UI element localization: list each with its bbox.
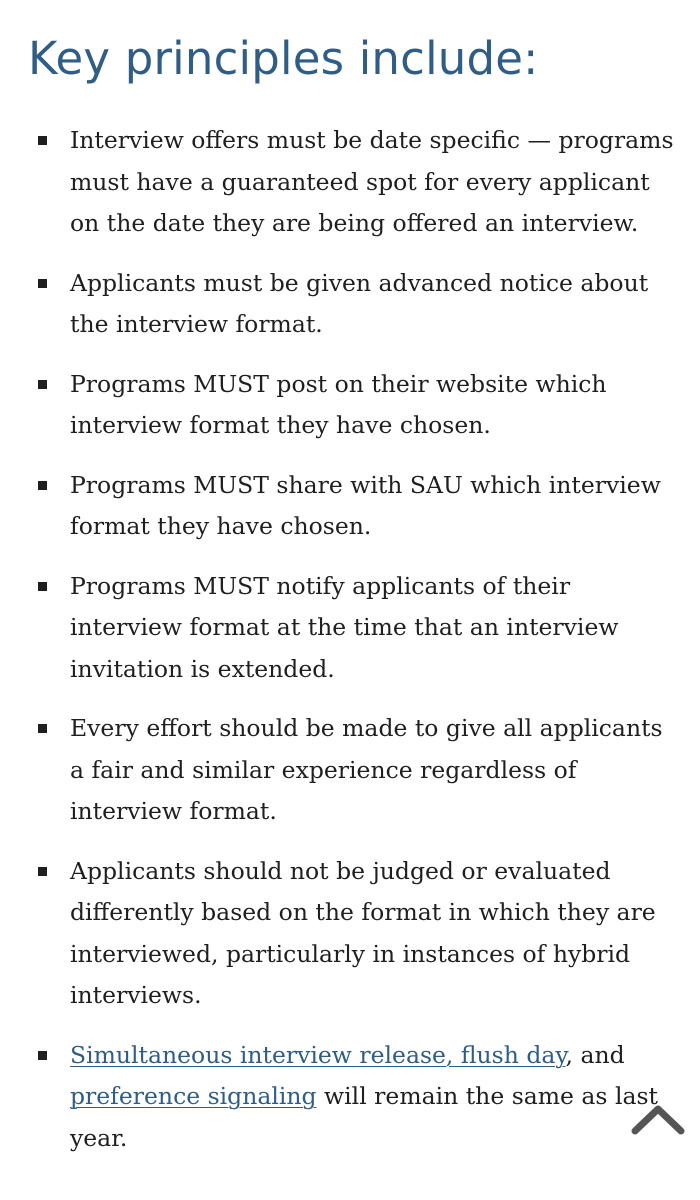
principles-list <box>0 120 700 1177</box>
list-item <box>0 465 700 548</box>
list-item-text: Applicants should not be judged or evaluated differently based on the format in which they are interviewed, particularly in instances of hybrid interviews. <box>70 856 656 1009</box>
page-heading: Key principles include: <box>28 32 539 85</box>
bullet-icon <box>38 867 47 876</box>
bullet-icon <box>38 481 47 490</box>
list-item-text <box>70 1035 678 1160</box>
list-item-text: Every effort should be made to give all applicants a fair and similar experience regardless of interview format. <box>70 714 663 825</box>
list-item <box>0 566 700 691</box>
list-item-text: Interview offers must be date specific — programs must have a guaranteed spot for every applicant on the date they are being offered an interview. <box>70 126 674 237</box>
list-item-tail: will remain the same as last year. <box>70 1082 658 1152</box>
preference-signaling-link[interactable]: preference signaling <box>70 1082 317 1110</box>
bullet-icon <box>38 136 47 145</box>
chevron-up-icon <box>628 1098 688 1140</box>
simultaneous-release-link[interactable]: Simultaneous interview release, flush day <box>70 1040 566 1069</box>
scroll-to-top-button[interactable] <box>628 1098 688 1140</box>
bullet-icon <box>38 582 47 591</box>
bullet-icon <box>38 1051 47 1060</box>
bullet-icon <box>38 380 47 389</box>
bullet-icon <box>38 724 47 733</box>
list-item <box>0 1035 700 1160</box>
bullet-icon <box>38 279 47 288</box>
list-item <box>0 851 700 1017</box>
list-item-text: Programs MUST share with SAU which interview format they have chosen. <box>70 470 661 540</box>
list-item-text: Programs MUST notify applicants of their interview format at the time that an interview invitation is extended. <box>70 571 619 683</box>
list-item <box>0 708 700 833</box>
list-item-text: Applicants must be given advanced notice about the interview format. <box>70 268 649 338</box>
list-item-text: Programs MUST post on their website which interview format they have chosen. <box>70 369 607 439</box>
list-item <box>0 120 700 245</box>
list-item <box>0 263 700 346</box>
list-item <box>0 364 700 447</box>
list-item-connector: , and <box>565 1040 625 1069</box>
